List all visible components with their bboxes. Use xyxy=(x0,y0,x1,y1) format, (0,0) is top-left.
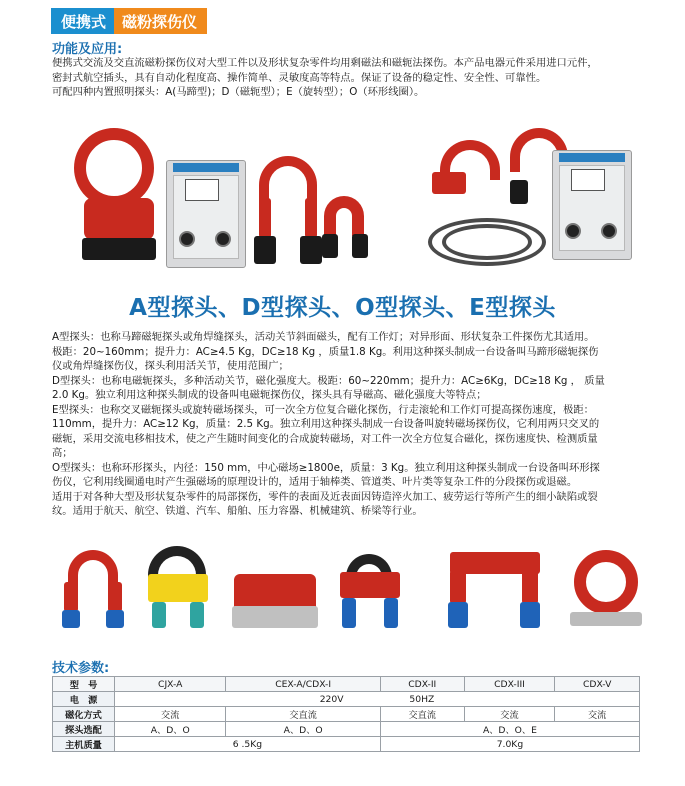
table-cell: CJX-A xyxy=(115,677,226,692)
table-row xyxy=(53,707,640,722)
row-label: 磁化方式 xyxy=(53,707,115,722)
body-line: 极距：20~160mm；提升力：AC≥4.5 Kg，DC≥18 Kg ，质量1.8 Kg。利用这种探头制成一台设备叫马蹄形磁轭探伤 xyxy=(52,345,599,358)
intro-line: 密封式航空插头，具有自动化程度高、操作简单、灵敏度高等特点。保证了设备的稳定性、安全性、可靠性。 xyxy=(52,71,547,84)
row-label: 电 源 xyxy=(53,692,115,707)
table-cell: 交流 xyxy=(555,707,640,722)
table-cell: A、D、O xyxy=(115,722,226,737)
row-label: 主机质量 xyxy=(53,737,115,752)
table-row xyxy=(53,737,640,752)
row-label: 探头选配 xyxy=(53,722,115,737)
body-line: 磁轭，采用交流电移相技术，使之产生随时间变化的合成旋转磁场，对工件一次全方位复合磁化，探伤速度快、检测质量 xyxy=(52,432,598,445)
intro-line: 可配四种内置照明探头：A(马蹄型)；D（磁轭型）；E（旋转型）；O（环形线圈）。 xyxy=(52,86,425,98)
table-row xyxy=(53,722,640,737)
header-category: 便携式 xyxy=(51,8,114,34)
voltage-value: 220V xyxy=(319,693,344,705)
probe-gallery xyxy=(56,542,640,638)
probe-description xyxy=(52,330,642,519)
table-row xyxy=(53,677,640,692)
ring-probe-image xyxy=(74,128,154,208)
body-line: 110mm，提升力：AC≥12 Kg，质量：2.5 Kg。独立利用这种探头制成一台设备叫旋转磁场探伤仪，它利用两只交叉的 xyxy=(52,418,600,430)
table-cell: 6 .5Kg xyxy=(115,737,381,752)
product-photo-right xyxy=(420,120,635,280)
control-box-image xyxy=(166,160,246,268)
table-cell: 7.0Kg xyxy=(380,737,639,752)
o-type-probe-image xyxy=(574,550,638,614)
table-cell: 交直流 xyxy=(380,707,464,722)
spec-table xyxy=(52,676,640,752)
section-title-function: 功能及应用: xyxy=(52,42,123,57)
body-line: 高； xyxy=(52,447,73,459)
row-label: 型 号 xyxy=(53,677,115,692)
header-banner xyxy=(51,8,207,34)
body-line: E型探头：也称交叉磁轭探头或旋转磁场探头，可一次全方位复合磁化探伤，行走滚轮和工作灯可提高探伤速度，极距： xyxy=(52,403,594,416)
section-title-tech: 技术参数: xyxy=(52,661,110,676)
product-photo-left xyxy=(54,118,384,278)
table-cell: 交流 xyxy=(464,707,555,722)
table-cell xyxy=(115,692,640,707)
table-cell: CDX-V xyxy=(555,677,640,692)
table-cell: A、D、O xyxy=(226,722,380,737)
table-cell: CDX-III xyxy=(464,677,555,692)
table-cell: CDX-II xyxy=(380,677,464,692)
table-row xyxy=(53,692,640,707)
body-line: D型探头：也称电磁轭探头，多种活动关节，磁化强度大。极距：60~220mm；提升力：AC≥6Kg，DC≥18 Kg ， 质量 xyxy=(52,374,605,387)
frequency-value: 50HZ xyxy=(409,693,435,705)
control-box-image xyxy=(552,150,632,260)
body-line: 仪或角焊缝探伤仪，探头利用活关节，使用范围广； xyxy=(52,360,289,372)
horseshoe-probe-image xyxy=(324,196,364,236)
table-cell: 交流 xyxy=(115,707,226,722)
probe-types-title: A型探头、D型探头、O型探头、E型探头 xyxy=(129,295,556,321)
intro-line: 便携式交流及交直流磁粉探伤仪对大型工件以及形状复杂零件均用剩磁法和磁轭法探伤。本产品电器元件采用进口元件， xyxy=(52,57,598,69)
body-line: A型探头：也称马蹄磁轭探头或角焊缝探头，活动关节斜面磁头，配有工作灯；对异形面、形状复杂工件探伤尤其适用。 xyxy=(52,331,595,343)
table-cell: CEX-A/CDX-I xyxy=(226,677,380,692)
body-line: 纹。适用于航天、航空、铁道、汽车、船舶、压力容器、机械建筑、桥梁等行业。 xyxy=(52,505,423,517)
body-line: 2.0 Kg。独立利用这种探头制成的设备叫电磁轭探伤仪，探头具有导磁高、磁化强度大等特点； xyxy=(52,389,487,401)
body-line: O型探头：也称环形探头，内径：150 mm，中心磁场≥1800e，质量：3 Kg。独立利用这种探头制成一台设备叫环形探 xyxy=(52,461,600,474)
table-cell: A、D、O、E xyxy=(380,722,639,737)
table-cell: 交直流 xyxy=(226,707,380,722)
body-line: 适用于对各种大型及形状复杂零件的局部探伤，零件的表面及近表面因铸造淬火加工、疲劳运行等所产生的细小缺陷或裂 xyxy=(52,490,598,503)
intro-text xyxy=(52,56,642,100)
header-product: 磁粉探伤仪 xyxy=(114,8,207,34)
body-line: 伤仪，它利用线圈通电时产生强磁场的原理设计的，适用于轴棒类、管道类、叶片类等复杂工件的分段探伤或退磁。 xyxy=(52,476,578,488)
